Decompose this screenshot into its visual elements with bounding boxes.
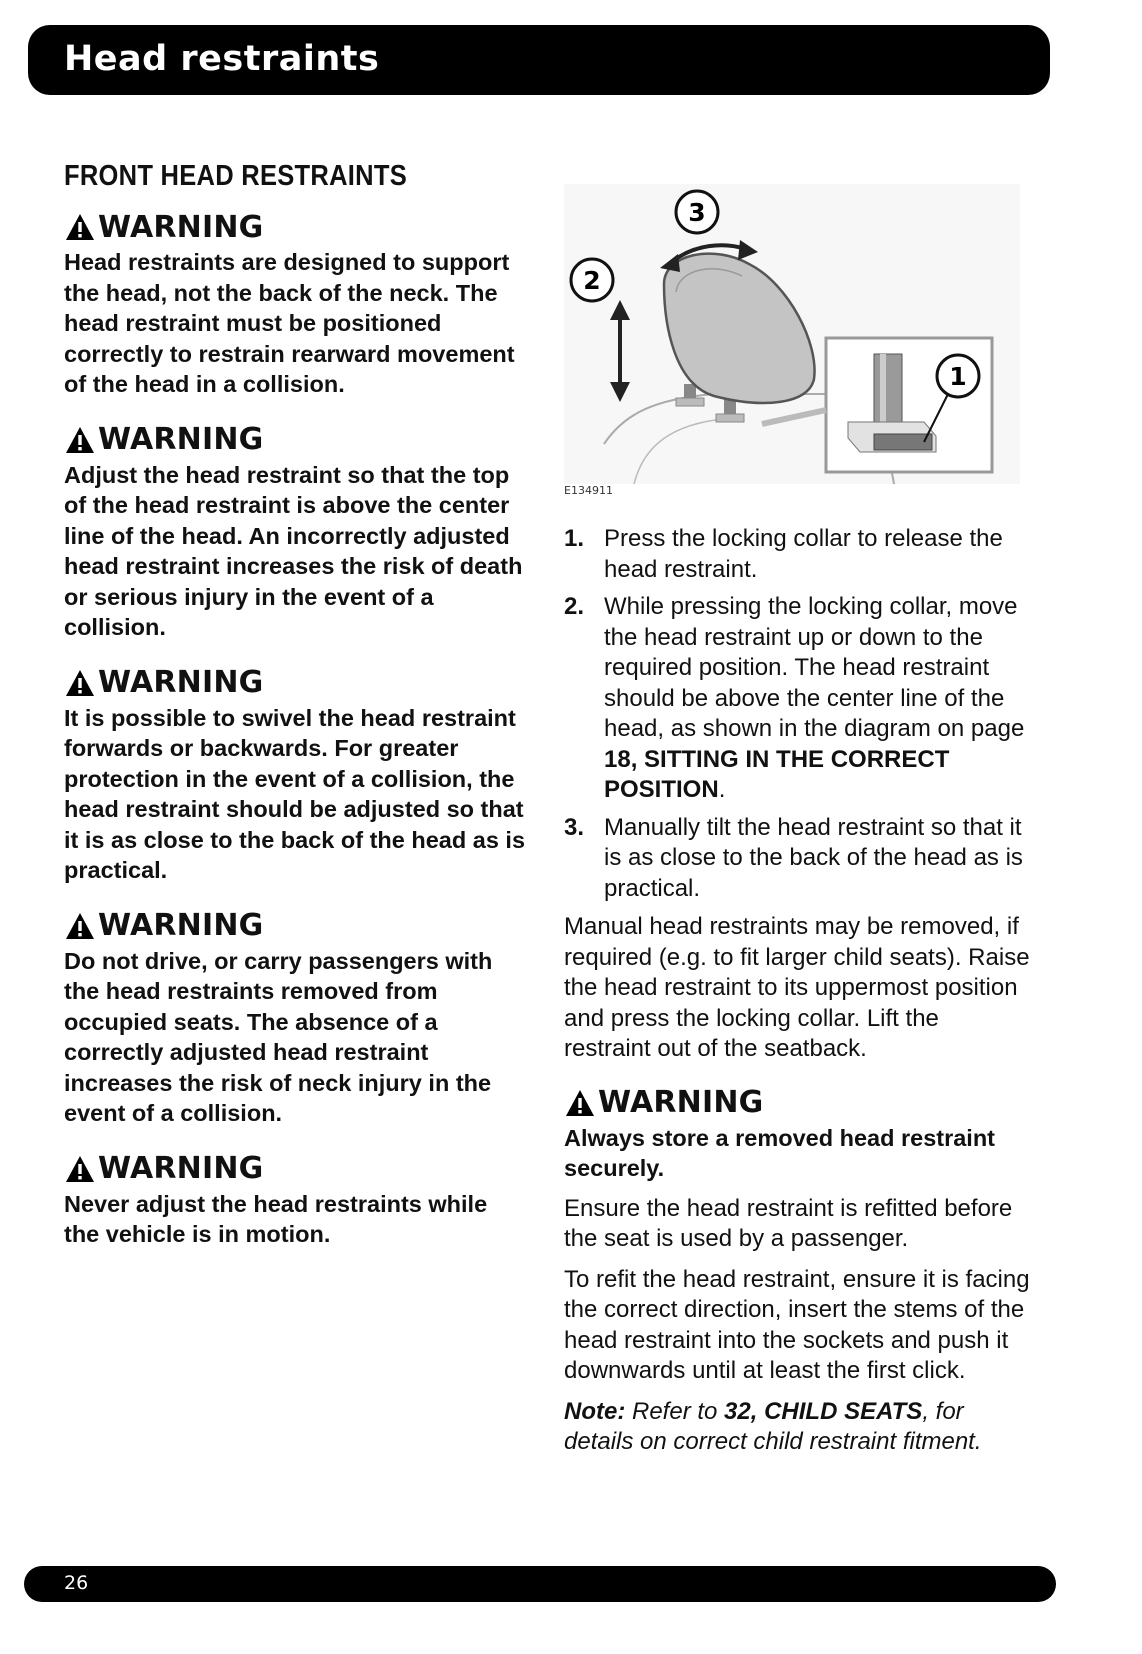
warning-triangle-icon [64,911,96,941]
head-restraint-illustration [564,184,1020,484]
section-title: FRONT HEAD RESTRAINTS [64,160,407,192]
head-restraint-diagram [564,184,1020,500]
list-item [564,592,1032,806]
refit-paragraph-2: To refit the head restraint, ensure it is facing the correct direction, insert the stems of the head restraint into the sockets and push it downwards until at least the first click. [564,1265,1030,1384]
step-number: 3. [564,813,585,841]
header-bar [28,25,1050,95]
warning-heading [64,420,526,460]
warning-triangle-icon [64,668,96,698]
page-number: 26 [64,1572,89,1594]
warning-triangle-icon [64,425,96,455]
cross-reference: 18, SITTING IN THE CORRECT POSITION [604,745,950,803]
warning-block [64,906,526,1129]
warning-text: It is possible to swivel the head restraint forwards or backwards. For greater protection in the event of a collision, the head restraint should be adjusted so that it is as close to the back of the head as is practical. [64,704,526,883]
note-text-before: Refer to [625,1397,725,1425]
warning-text: Always store a removed head restraint securely. [564,1124,996,1181]
note-text-after: , for details on correct child restraint fitment. [564,1397,982,1455]
warning-heading [64,207,526,247]
warning-heading [64,663,526,703]
warning-label: WARNING [98,209,264,245]
removal-paragraph: Manual head restraints may be removed, if required (e.g. to fit larger child seats). Raise the head restraint to its uppermost position and press the locking collar. Lift the restraint out of the seatback. [564,913,1030,1062]
callout-3: 3 [688,198,706,227]
page-title: Head restraints [64,39,380,79]
warning-block [64,1149,526,1250]
left-column [64,160,526,1270]
warning-text: Head restraints are designed to support the head, not the back of the neck. The head restraint must be positioned correctly to restrain rearward movement of the head in a collision. [64,249,515,397]
warning-text: Do not drive, or carry passengers with the head restraints removed from occupied seats. The absence of a correctly adjusted head restraint increases the risk of neck injury in the event of a collision. [64,947,493,1126]
warning-block [64,207,526,400]
warning-text: Adjust the head restraint so that the top of the head restraint is above the center line of the head. An incorrectly adjusted head restraint increases the risk of death or serious injury in the event of a collision. [64,461,523,640]
warning-block [564,1083,1032,1184]
step-text [604,592,1032,806]
warning-heading [564,1083,1032,1123]
warning-label: WARNING [598,1085,764,1120]
callout-1: 1 [949,362,967,391]
warning-label: WARNING [98,422,264,457]
refit-paragraph-1: Ensure the head restraint is refitted before the seat is used by a passenger. [564,1194,1013,1252]
list-item [564,524,1032,585]
warning-heading [64,906,526,946]
note-cross-reference: 32, CHILD SEATS [724,1397,923,1425]
warning-text: Never adjust the head restraints while the vehicle is in motion. [64,1190,488,1247]
warning-label: WARNING [98,1151,264,1186]
warning-triangle-icon [64,212,96,242]
right-column [564,184,1032,1468]
step-text-before: While pressing the locking collar, move the head restraint up or down to the required position. The head restraint should be above the center line of the head, as shown in the diagram on page [604,593,1025,742]
step-text: Press the locking collar to release the head restraint. [604,525,1003,583]
steps-list [564,524,1032,904]
step-number: 2. [564,593,585,620]
figure-code: E134911 [564,484,613,497]
warning-block [64,663,526,886]
warning-block [64,420,526,643]
warning-label: WARNING [98,908,264,943]
warning-triangle-icon [64,1154,96,1184]
warning-triangle-icon [564,1088,596,1118]
list-item [564,813,1032,905]
step-text-after: . [718,776,726,803]
footer-bar [24,1566,1056,1602]
step-number: 1. [564,525,585,552]
warning-label: WARNING [98,665,264,700]
note-label: Note: [564,1397,626,1425]
step-text: Manually tilt the head restraint so that it is as close to the back of the head as is practical. [604,813,1023,902]
note [564,1397,1032,1458]
warning-heading [64,1149,526,1189]
callout-2: 2 [583,266,601,295]
